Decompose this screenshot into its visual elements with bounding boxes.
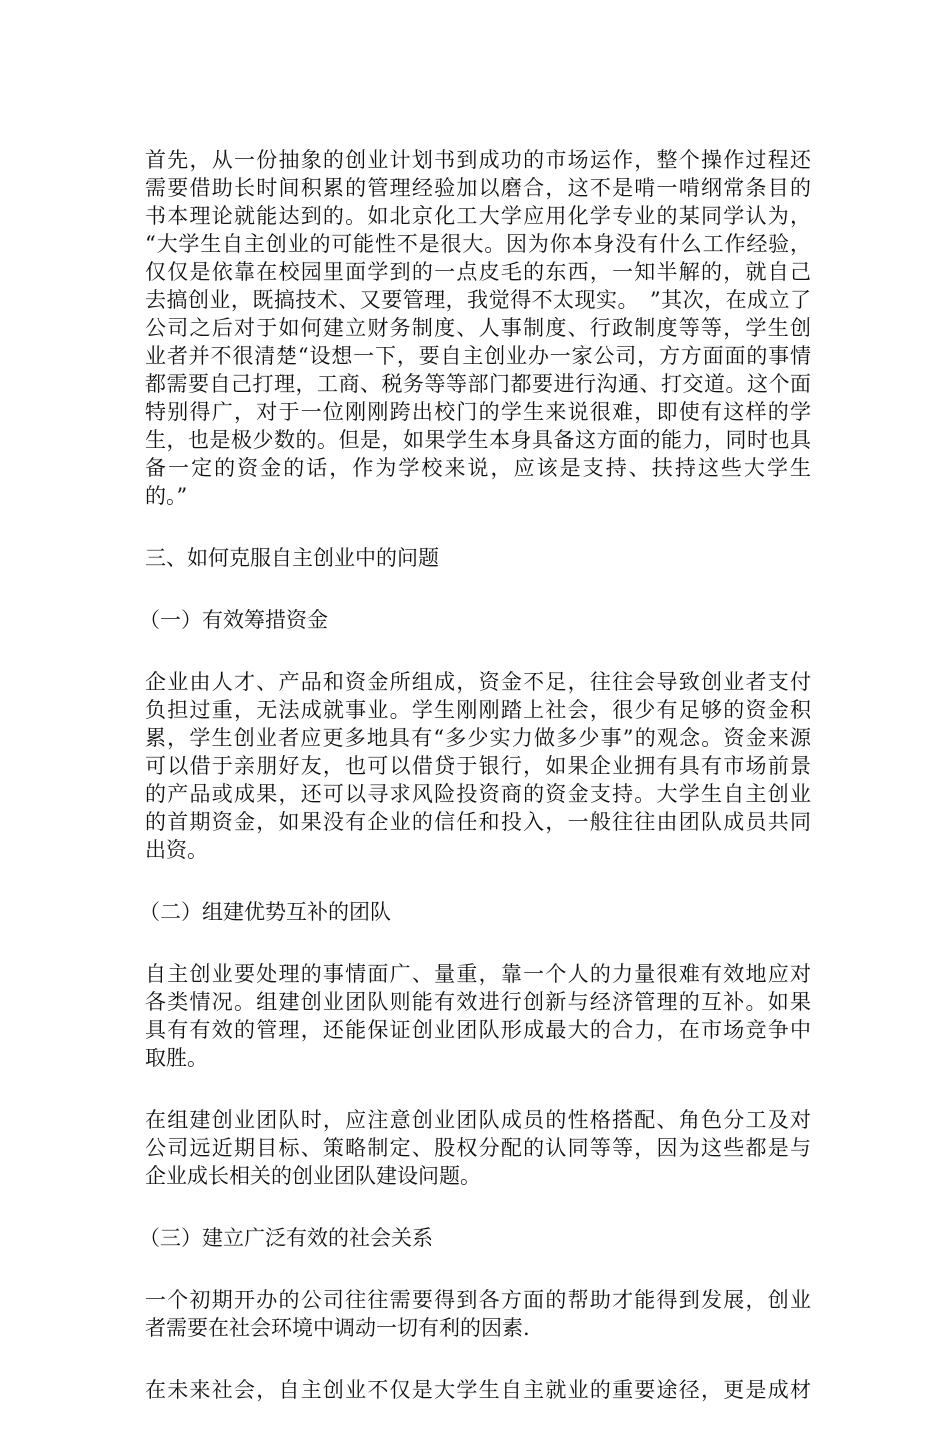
text-line: 各类情况。组建创业团队则能有效进行创新与经济管理的互补。如果: [145, 990, 811, 1014]
text-line: 一个初期开办的公司往往需要得到各方面的帮助才能得到发展，创业: [145, 1288, 811, 1312]
text-line: 需要借助长时间积累的管理经验加以磨合，这不是啃一啃纲常条目的: [145, 176, 811, 200]
text-line: “大学生自主创业的可能性不是很大。因为你本身没有什么工作经验，: [145, 232, 811, 256]
subsection-heading-2: （二）组建优势互补的团队: [139, 900, 391, 924]
text-line: 者需要在社会环境中调动一切有利的因素.: [145, 1316, 530, 1340]
subsection-heading-1: （一）有效筹措资金: [139, 608, 328, 632]
paragraph-4: [145, 1106, 811, 1190]
text-line: 首先，从一份抽象的创业计划书到成功的市场运作，整个操作过程还: [145, 148, 811, 172]
paragraph-6: [145, 1376, 811, 1404]
text-line: 累，学生创业者应更多地具有“多少实力做多少事”的观念。资金来源: [145, 726, 811, 750]
text-line: 公司之后对于如何建立财务制度、人事制度、行政制度等等，学生创: [145, 316, 811, 340]
paragraph-1: [145, 146, 811, 510]
text-line: 可以借于亲朋好友，也可以借贷于银行，如果企业拥有具有市场前景: [145, 754, 811, 778]
text-line: 企业由人才、产品和资金所组成，资金不足，往往会导致创业者支付: [145, 670, 811, 694]
text-line: 仅仅是依靠在校园里面学到的一点皮毛的东西，一知半解的，就自己: [145, 260, 811, 284]
text-line: 公司远近期目标、策略制定、股权分配的认同等等，因为这些都是与: [145, 1136, 811, 1160]
text-line: 出资。: [145, 838, 208, 862]
text-line: 在未来社会，自主创业不仅是大学生自主就业的重要途径，更是成材: [145, 1378, 811, 1402]
section-heading-3: 三、如何克服自主创业中的问题: [145, 546, 439, 570]
text-line: 自主创业要处理的事情面广、量重，靠一个人的力量很难有效地应对: [145, 962, 811, 986]
text-line: 业者并不很清楚“设想一下，要自主创业办一家公司，方方面面的事情: [145, 344, 811, 368]
text-line: 书本理论就能达到的。如北京化工大学应用化学专业的某同学认为，: [145, 204, 811, 228]
text-line: 的。”: [145, 484, 188, 508]
paragraph-2: [145, 668, 811, 864]
text-line: 企业成长相关的创业团队建设问题。: [145, 1164, 481, 1188]
text-line: 取胜。: [145, 1046, 208, 1070]
text-line: 特别得广，对于一位刚刚跨出校门的学生来说很难，即使有这样的学: [145, 400, 811, 424]
text-line: 的首期资金，如果没有企业的信任和投入，一般往往由团队成员共同: [145, 810, 811, 834]
text-line: 去搞创业，既搞技术、又要管理，我觉得不太现实。 ”其次，在成立了: [145, 288, 811, 312]
text-line: 负担过重，无法成就事业。学生刚刚踏上社会，很少有足够的资金积: [145, 698, 811, 722]
text-line: 具有有效的管理，还能保证创业团队形成最大的合力，在市场竞争中: [145, 1018, 811, 1042]
text-line: 生，也是极少数的。但是，如果学生本身具备这方面的能力，同时也具: [145, 428, 811, 452]
text-line: 在组建创业团队时，应注意创业团队成员的性格搭配、角色分工及对: [145, 1108, 811, 1132]
subsection-heading-3: （三）建立广泛有效的社会关系: [139, 1226, 433, 1250]
paragraph-5: [145, 1286, 811, 1342]
text-line: 备一定的资金的话，作为学校来说，应该是支持、扶持这些大学生: [145, 456, 811, 480]
text-line: 的产品或成果，还可以寻求风险投资商的资金支持。大学生自主创业: [145, 782, 811, 806]
text-line: 都需要自己打理，工商、税务等等部门都要进行沟通、打交道。这个面: [145, 372, 811, 396]
paragraph-3: [145, 960, 811, 1072]
document-page: [139, 146, 811, 1438]
